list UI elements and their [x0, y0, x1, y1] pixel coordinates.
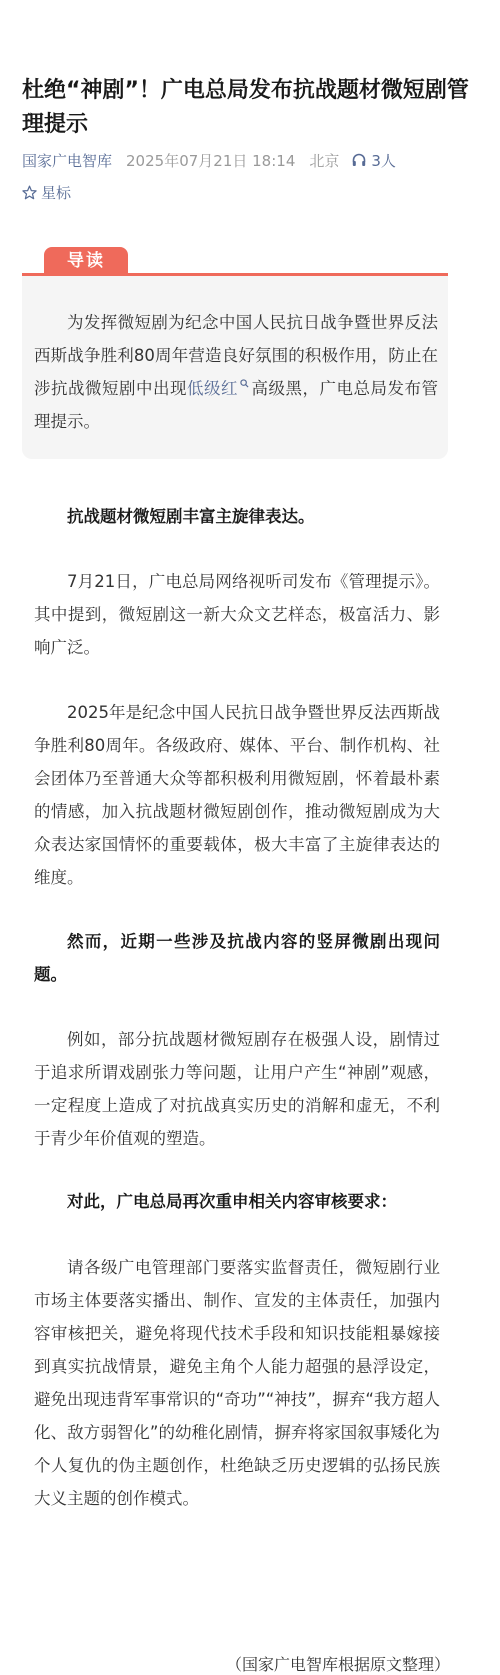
guide-text-before: 为发挥微短剧为纪念中国人民抗日战争暨世界反法西斯战争胜利80周年营造良好氛围的积极作用，防止在涉抗战微短剧中出现	[34, 313, 438, 398]
article-title: 杜绝“神剧”！广电总局发布抗战题材微短剧管理提示	[22, 78, 469, 137]
publish-location: 北京	[309, 151, 340, 170]
paragraph-3: 2025年是纪念中国人民抗日战争暨世界反法西斯战争胜利80周年。各级政府、媒体、平台、制作机构、社会团体乃至普通大众等都积极利用微短剧，怀着最朴素的情感，加入抗战题材微短剧创作，推动微短剧成为大众表达家国情怀的重要载体，极大丰富了主旋律表达的维度。	[34, 703, 440, 887]
guide-tag: 导读	[44, 247, 128, 275]
guide-text-after: 高级黑，广电总局发布管理提示。	[34, 379, 438, 431]
section-heading-4: 然而，近期一些涉及抗战内容的竖屏微剧出现问题。	[34, 932, 440, 984]
star-icon	[22, 185, 37, 200]
listener-count: 3人	[371, 151, 396, 170]
source-credit: （国家广电智库根据原文整理）	[226, 1655, 451, 1674]
section-heading-6: 对此，广电总局再次重申相关内容审核要求：	[67, 1192, 397, 1211]
publish-date: 2025年07月21日 18:14	[126, 151, 296, 170]
headphones-icon	[351, 152, 367, 168]
star-label: 星标	[41, 183, 72, 202]
paragraph-7: 请各级广电管理部门要落实监督责任，微短剧行业市场主体要落实播出、制作、宣发的主体责任，加强内容审核把关，避免将现代技术手段和知识技能粗暴嫁接到真实抗战情景，避免主角个人能力超强的悬浮设定，避免出现违背军事常识的“奇功”“神技”，摒弃“我方超人化、敌方弱智化”的幼稚化剧情，摒弃将家国叙事矮化为个人复仇的伪主题创作，杜绝缺乏历史逻辑的弘扬民族大义主题的创作模式。	[34, 1258, 440, 1508]
paragraph-5: 例如，部分抗战题材微短剧存在极强人设，剧情过于追求所谓戏剧张力等问题，让用户产生“神剧”观感，一定程度上造成了对抗战真实历史的消解和虚无，不利于青少年价值观的塑造。	[34, 1030, 440, 1148]
account-name-link[interactable]: 国家广电智库	[22, 151, 113, 170]
search-icon[interactable]	[240, 379, 249, 388]
star-button[interactable]	[22, 180, 71, 204]
guide-text	[34, 306, 438, 438]
paragraph-2: 7月21日，广电总局网络视听司发布《管理提示》。其中提到，微短剧这一新大众文艺样态，极富活力、影响广泛。	[34, 572, 440, 657]
listen-button[interactable]	[351, 150, 396, 171]
section-heading-1: 抗战题材微短剧丰富主旋律表达。	[67, 507, 315, 526]
search-keyword-link[interactable]: 低级红	[187, 379, 238, 398]
article-meta	[22, 148, 396, 172]
